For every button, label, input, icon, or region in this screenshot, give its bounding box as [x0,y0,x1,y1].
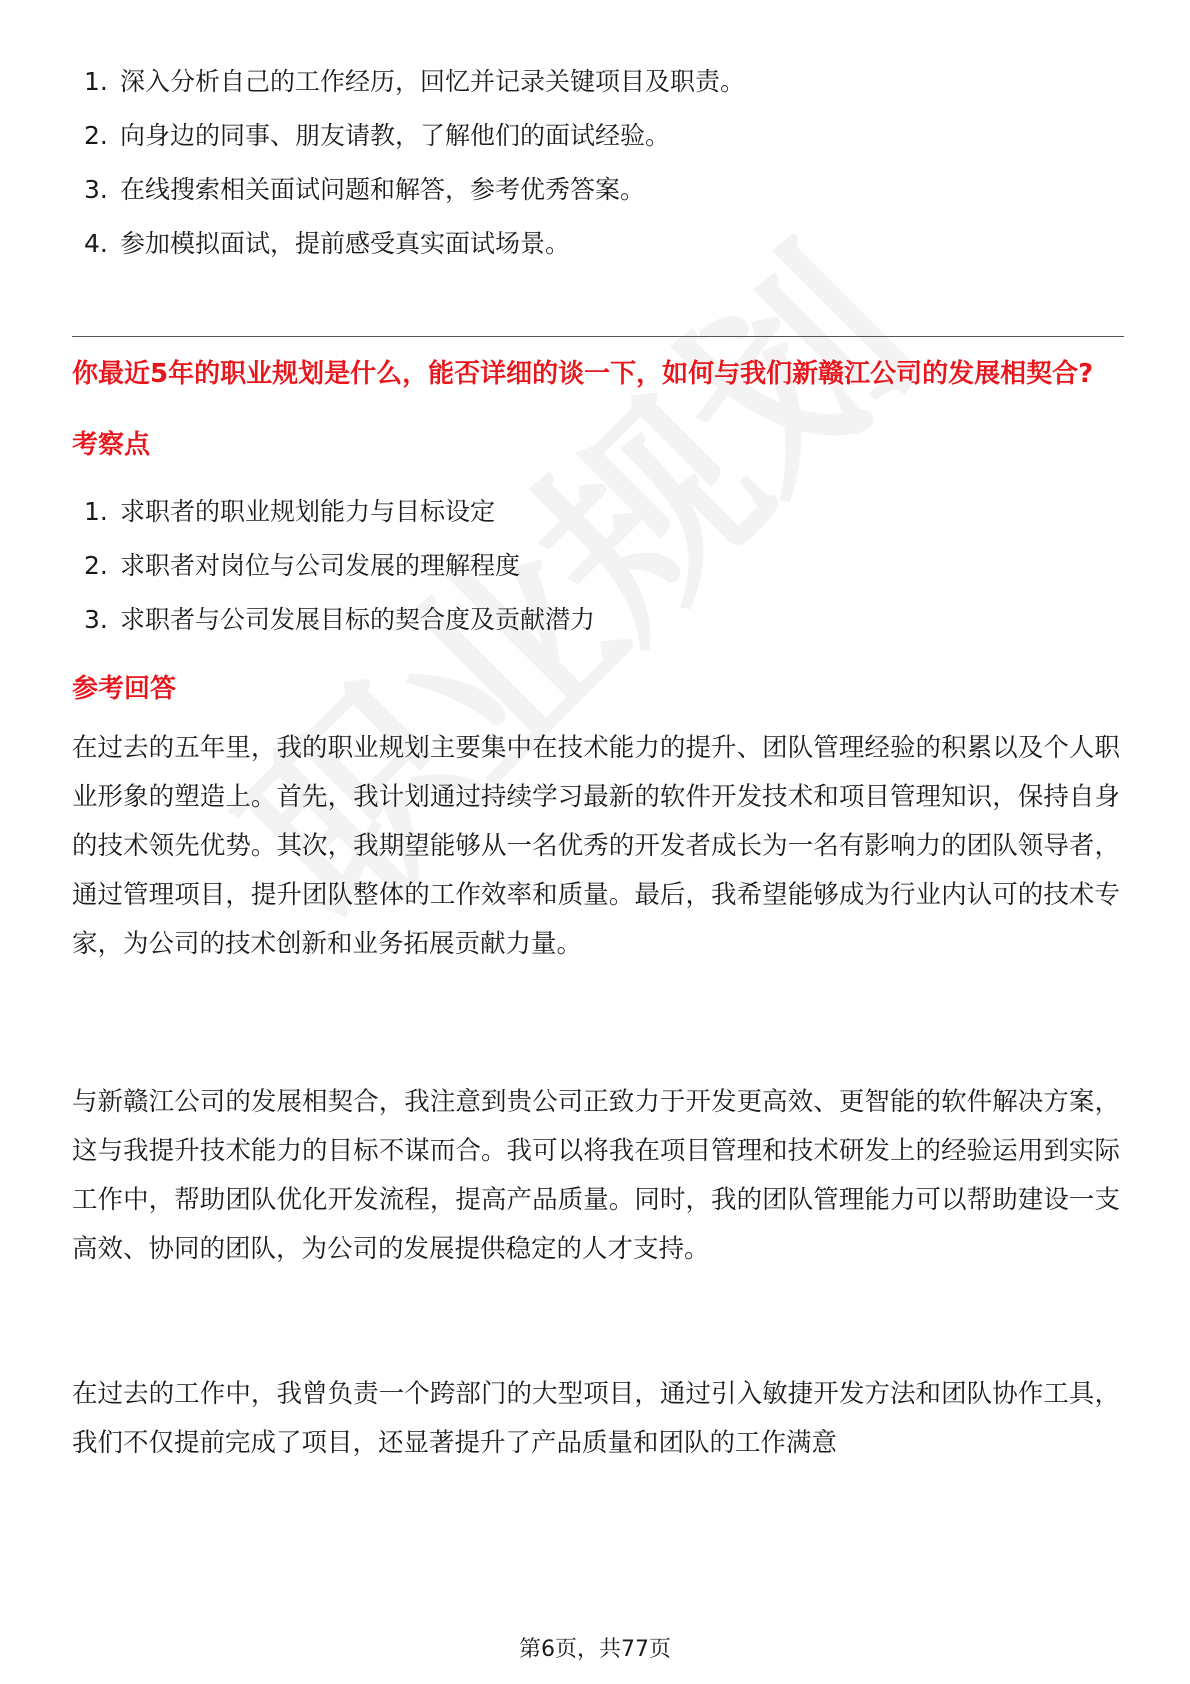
list-item: 4. 参加模拟面试，提前感受真实面试场景。 [84,229,571,258]
list-item: 3. 在线搜索相关面试问题和解答，参考优秀答案。 [84,175,646,204]
answer-heading: 参考回答 [72,674,177,704]
list-item: 2. 求职者对岗位与公司发展的理解程度 [84,551,521,580]
answer-paragraph: 在过去的五年里，我的职业规划主要集中在技术能力的提升、团队管理经验的积累以及个人职业形象的塑造上。首先，我计划通过持续学习最新的软件开发技术和项目管理知识，保持自身的技术领先优势。其次，我期望能够从一名优秀的开发者成长为一名有影响力的团队领导者，通过管理项目，提升团队整体的工作效率和质量。最后，我希望能够成为行业内认可的技术专家，为公司的技术创新和业务拓展贡献力量。 [72,733,1120,959]
list-item: 1. 求职者的职业规划能力与目标设定 [84,497,496,526]
list-item: 2. 向身边的同事、朋友请教，了解他们的面试经验。 [84,121,671,150]
answer-paragraph: 与新赣江公司的发展相契合，我注意到贵公司正致力于开发更高效、更智能的软件解决方案，这与我提升技术能力的目标不谋而合。我可以将我在项目管理和技术研发上的经验运用到实际工作中，帮助团队优化开发流程，提高产品质量。同时，我的团队管理能力可以帮助建设一支高效、协同的团队，为公司的发展提供稳定的人才支持。 [72,1087,1120,1264]
list-item: 1. 深入分析自己的工作经历，回忆并记录关键项目及职责。 [84,67,746,96]
interview-question: 你最近5年的职业规划是什么，能否详细的谈一下，如何与我们新赣江公司的发展相契合? [72,359,1094,389]
list-item: 3. 求职者与公司发展目标的契合度及贡献潜力 [84,605,596,634]
page-footer: 第6页，共77页 [519,1637,671,1662]
focus-heading: 考察点 [72,430,151,460]
answer-paragraph: 在过去的工作中，我曾负责一个跨部门的大型项目，通过引入敏捷开发方法和团队协作工具，我们不仅提前完成了项目，还显著提升了产品质量和团队的工作满意 [72,1379,1120,1458]
divider [72,336,1124,337]
